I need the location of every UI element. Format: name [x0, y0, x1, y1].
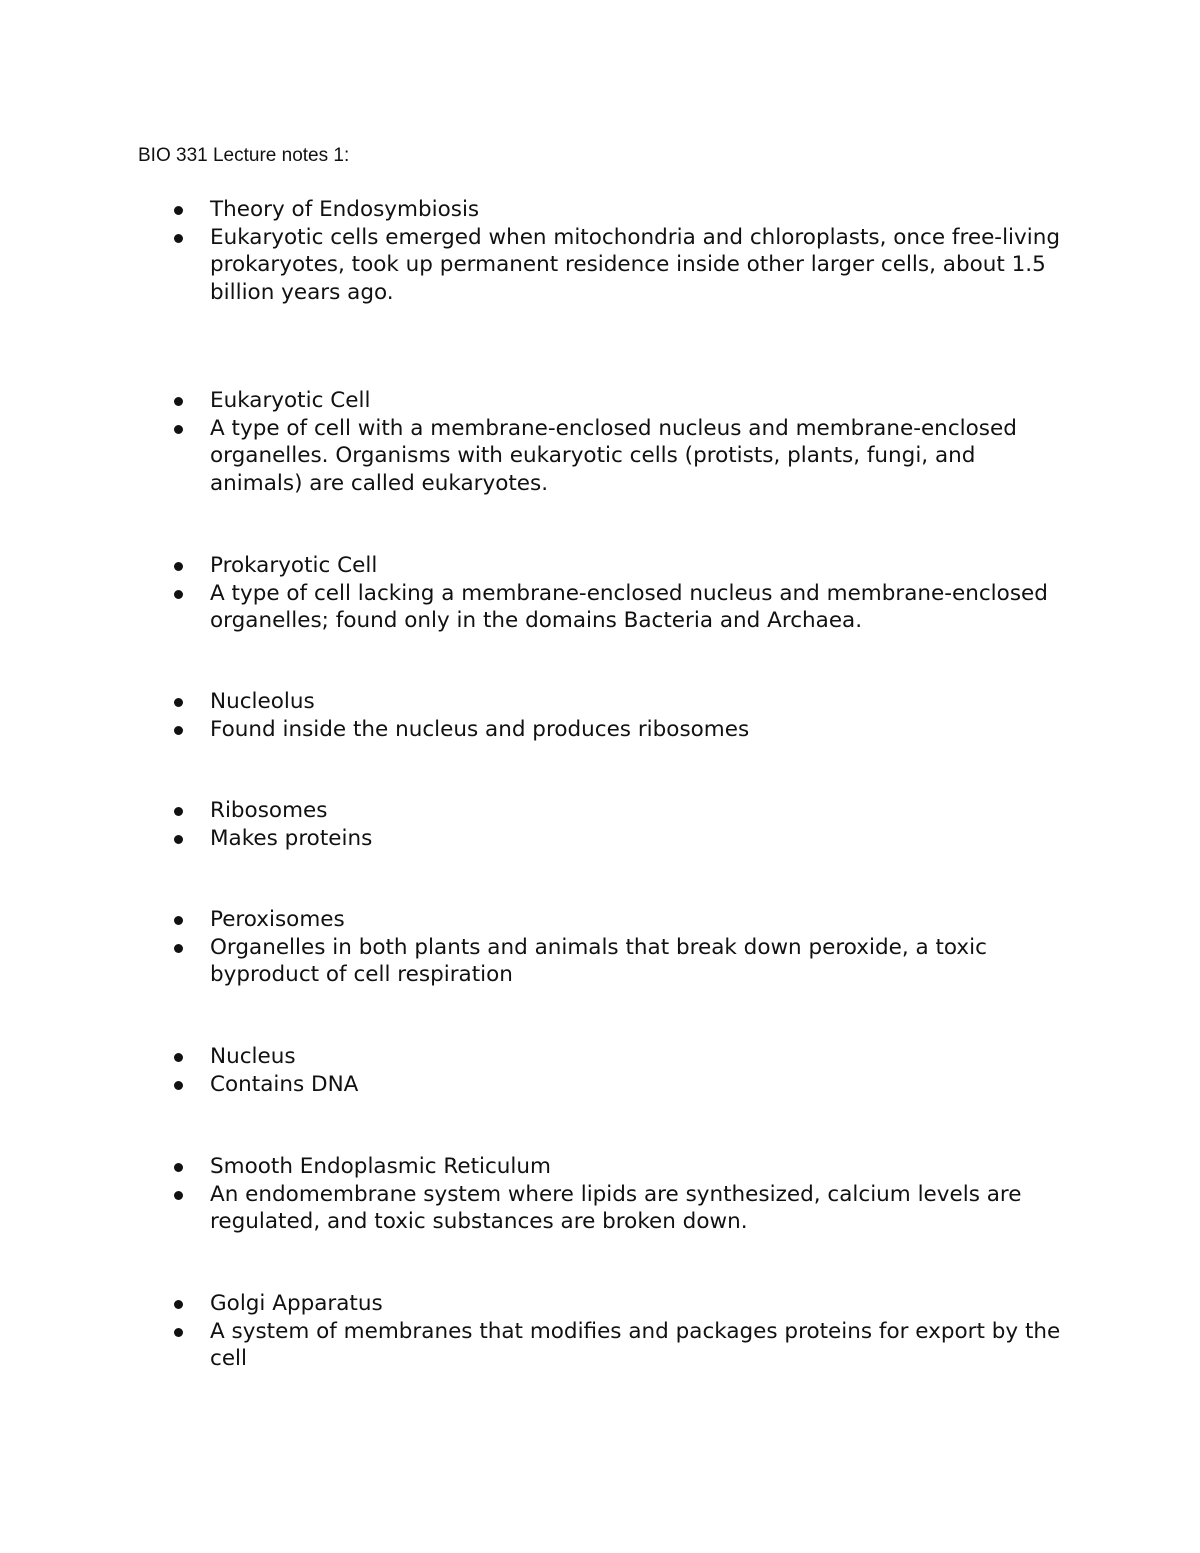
list-item — [0, 580, 1070, 635]
bullet-icon — [174, 425, 183, 434]
bullet-icon — [174, 1191, 183, 1200]
term-text: Prokaryotic Cell — [210, 553, 378, 578]
definition-text: A type of cell with a membrane-enclosed nucleus and membrane-enclosed organelles. Organisms with eukaryotic cells (protists, plants, fungi, and animals) are called eukaryotes. — [210, 415, 1017, 496]
bullet-icon — [174, 562, 183, 571]
definition-text: A type of cell lacking a membrane-enclosed nucleus and membrane-enclosed organelles; found only in the domains Bacteria and Archaea. — [210, 580, 1048, 633]
term-text: Nucleolus — [210, 689, 315, 714]
page-title: BIO 331 Lecture notes 1: — [138, 145, 350, 166]
list-item — [0, 716, 1070, 744]
bullet-icon — [174, 835, 183, 844]
list-item — [0, 1181, 1070, 1236]
notes-section-endosymbiosis — [0, 196, 1200, 306]
bullet-icon — [174, 916, 183, 925]
list-item — [0, 934, 1070, 989]
list-item — [0, 224, 1070, 307]
list-item — [0, 825, 1070, 853]
notes-section-ribosomes — [0, 797, 1200, 852]
list-item — [0, 415, 1070, 498]
list-item — [0, 906, 1070, 934]
bullet-icon — [174, 698, 183, 707]
bullet-icon — [174, 590, 183, 599]
list-item — [0, 552, 1070, 580]
term-text: Golgi Apparatus — [210, 1291, 383, 1316]
definition-text: Eukaryotic cells emerged when mitochondria and chloroplasts, once free-living prokaryotes, took up permanent residence inside other larger cells, about 1.5 billion years ago. — [210, 224, 1060, 305]
bullet-icon — [174, 1163, 183, 1172]
bullet-icon — [174, 1081, 183, 1090]
bullet-icon — [174, 726, 183, 735]
term-text: Ribosomes — [210, 798, 328, 823]
list-item — [0, 1071, 1070, 1099]
bullet-icon — [174, 397, 183, 406]
definition-text: Organelles in both plants and animals that break down peroxide, a toxic byproduct of cell respiration — [210, 934, 987, 987]
bullet-icon — [174, 944, 183, 953]
bullet-icon — [174, 1300, 183, 1309]
definition-text: Contains DNA — [210, 1071, 359, 1097]
term-text: Theory of Endosymbiosis — [210, 197, 480, 222]
notes-section-prokaryotic-cell — [0, 552, 1200, 635]
term-text: Nucleus — [210, 1044, 296, 1069]
notes-section-golgi — [0, 1290, 1200, 1373]
definition-text: Found inside the nucleus and produces ribosomes — [210, 716, 750, 742]
list-item — [0, 1043, 1070, 1071]
notes-section-smooth-er — [0, 1153, 1200, 1236]
term-text: Eukaryotic Cell — [210, 388, 371, 413]
list-item — [0, 688, 1070, 716]
list-item — [0, 387, 1070, 415]
bullet-icon — [174, 206, 183, 215]
list-item — [0, 1153, 1070, 1181]
bullet-icon — [174, 807, 183, 816]
term-text: Smooth Endoplasmic Reticulum — [210, 1154, 551, 1179]
definition-text: Makes proteins — [210, 825, 373, 851]
bullet-icon — [174, 1328, 183, 1337]
definition-text: A system of membranes that modifies and packages proteins for export by the cell — [210, 1318, 1061, 1371]
list-item — [0, 196, 1070, 224]
list-item — [0, 1290, 1070, 1318]
notes-section-peroxisomes — [0, 906, 1200, 989]
notes-section-eukaryotic-cell — [0, 387, 1200, 497]
term-text: Peroxisomes — [210, 907, 345, 932]
bullet-icon — [174, 1053, 183, 1062]
list-item — [0, 797, 1070, 825]
bullet-icon — [174, 234, 183, 243]
definition-text: An endomembrane system where lipids are synthesized, calcium levels are regulated, and toxic substances are broken down. — [210, 1181, 1022, 1234]
notes-section-nucleolus — [0, 688, 1200, 743]
list-item — [0, 1318, 1070, 1373]
notes-section-nucleus — [0, 1043, 1200, 1098]
